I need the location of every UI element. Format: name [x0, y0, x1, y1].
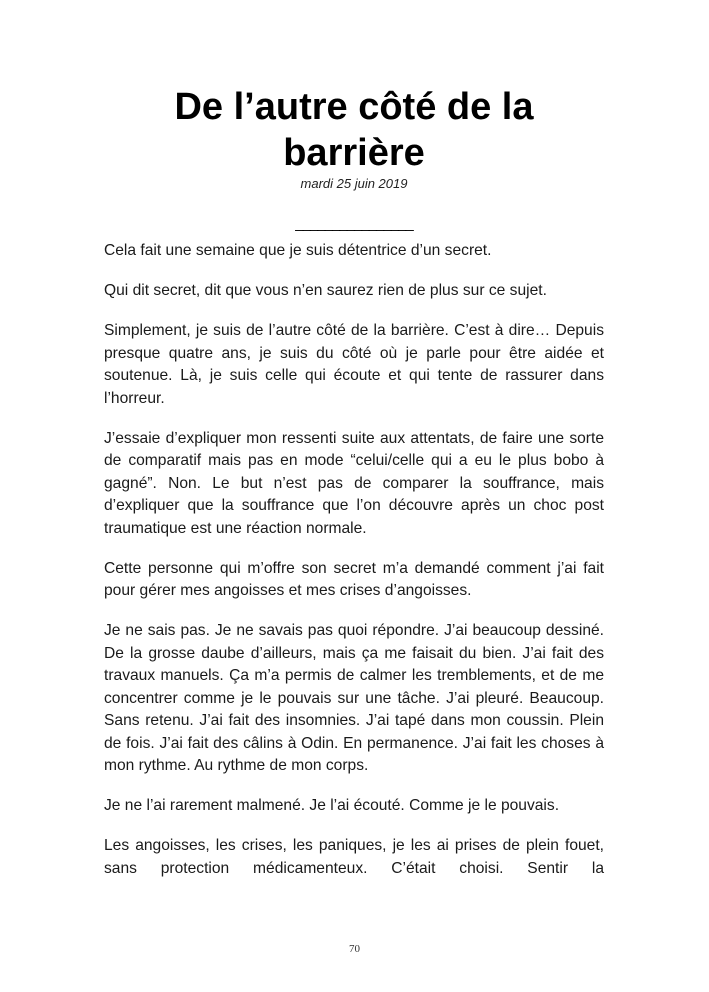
page-title: De l’autre côté de la barrière — [174, 86, 534, 174]
paragraph-7: Je ne l’ai rarement malmené. Je l’ai écouté. Comme je le pouvais. — [104, 797, 560, 814]
article-body — [104, 240, 604, 898]
paragraph-3: Simplement, je suis de l’autre côté de la barrière. C’est à dire… Depuis presque quatre ans, je suis du côté où je parle pour être aidée et soutenue. Là, je suis celle qui écoute et qui tente de rassurer dans l’horreur. — [104, 322, 604, 407]
paragraph-1: Cela fait une semaine que je suis détentrice d’un secret. — [104, 242, 492, 259]
publication-date: mardi 25 juin 2019 — [300, 176, 408, 191]
paragraph-2: Qui dit secret, dit que vous n’en saurez rien de plus sur ce sujet. — [104, 282, 547, 299]
separator-line: ________________ — [295, 215, 413, 232]
paragraph-5: Cette personne qui m’offre son secret m’a demandé comment j’ai fait pour gérer mes angoisses et mes crises d’angoisses. — [104, 559, 604, 599]
page-number: 70 — [349, 943, 360, 955]
paragraph-6: Je ne sais pas. Je ne savais pas quoi répondre. J’ai beaucoup dessiné. De la grosse daube d’ailleurs, mais ça me faisait du bien. J’ai fait des travaux manuels. Ça m’a permis de calmer les tremblements, et de me concentrer comme je le pouvais sur une tâche. J’ai pleuré. Beaucoup. Sans retenu. J’ai fait des insomnies. J’ai tapé dans mon coussin. Plein de fois. J’ai fait des câlins à Odin. En permanence. J’ai fait les choses à mon rythme. Au rythme de mon corps. — [104, 622, 604, 774]
paragraph-4: J’essaie d’expliquer mon ressenti suite aux attentats, de faire une sorte de comparatif mais pas en mode “celui/celle qui a eu le plus bobo à gagné”. Non. Le but n’est pas de comparer la souffrance, mais d’expliquer que la souffrance que l’on découvre après un choc post traumatique est une réaction normale. — [104, 429, 604, 537]
paragraph-8: Les angoisses, les crises, les paniques, je les ai prises de plein fouet, sans protection médicamenteux. C’était choisi. Sentir la — [104, 837, 604, 877]
